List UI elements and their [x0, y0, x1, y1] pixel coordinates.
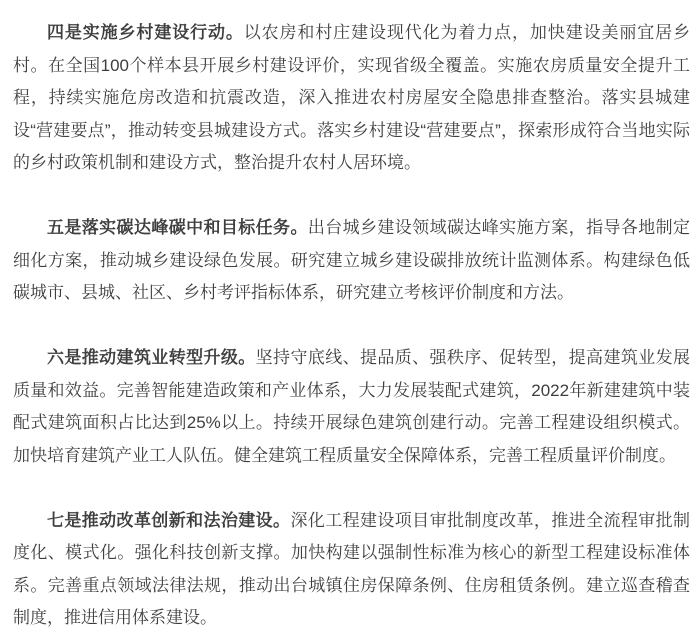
paragraph-6-text: 坚持守底线、提品质、强秩序、促转型，提高建筑业发展质量和效益。完善智能建造政策和产业体系，大力发展装配式建筑，2022年新建建筑中装配式建筑面积占比达到25%以上。持续开展绿色建筑创建行动。完善工程建设组织模式。加快培育建筑产业工人队伍。健全建筑工程质量安全保障体系，完善工程质量评价制度。	[13, 348, 691, 465]
paragraph-4-lead: 四是实施乡村建设行动。	[47, 23, 244, 42]
paragraph-6	[13, 342, 690, 472]
paragraph-7	[13, 505, 690, 635]
paragraph-4-text: 以农房和村庄建设现代化为着力点，加快建设美丽宜居乡村。在全国100个样本县开展乡村建设评价，实现省级全覆盖。实施农房质量安全提升工程，持续实施危房改造和抗震改造，深入推进农村房屋安全隐患排查整治。落实县城建设“营建要点”，推动转变县城建设方式。落实乡村建设“营建要点”，探索形成符合当地实际的乡村政策机制和建设方式，整治提升农村人居环境。	[13, 23, 691, 172]
paragraph-6-lead: 六是推动建筑业转型升级。	[47, 348, 256, 367]
paragraph-7-lead: 七是推动改革创新和法治建设。	[47, 510, 291, 530]
paragraph-5-text: 出台城乡建设领域碳达峰实施方案，指导各地制定细化方案，推动城乡建设绿色发展。研究建立城乡建设碳排放统计监测体系。构建绿色低碳城市、县城、社区、乡村考评指标体系，研究建立考核评价制度和方法。	[13, 218, 691, 302]
paragraph-7-text: 深化工程建设项目审批制度改革，推进全流程审批制度化、模式化。强化科技创新支撑。加快构建以强制性标准为核心的新型工程建设标准体系。完善重点领域法律法规，推动出台城镇住房保障条例、住房租赁条例。建立巡查稽查制度，推进信用体系建设。	[13, 510, 691, 627]
paragraph-5	[13, 212, 690, 310]
paragraph-4	[13, 17, 690, 180]
paragraph-5-lead: 五是落实碳达峰碳中和目标任务。	[47, 218, 308, 237]
